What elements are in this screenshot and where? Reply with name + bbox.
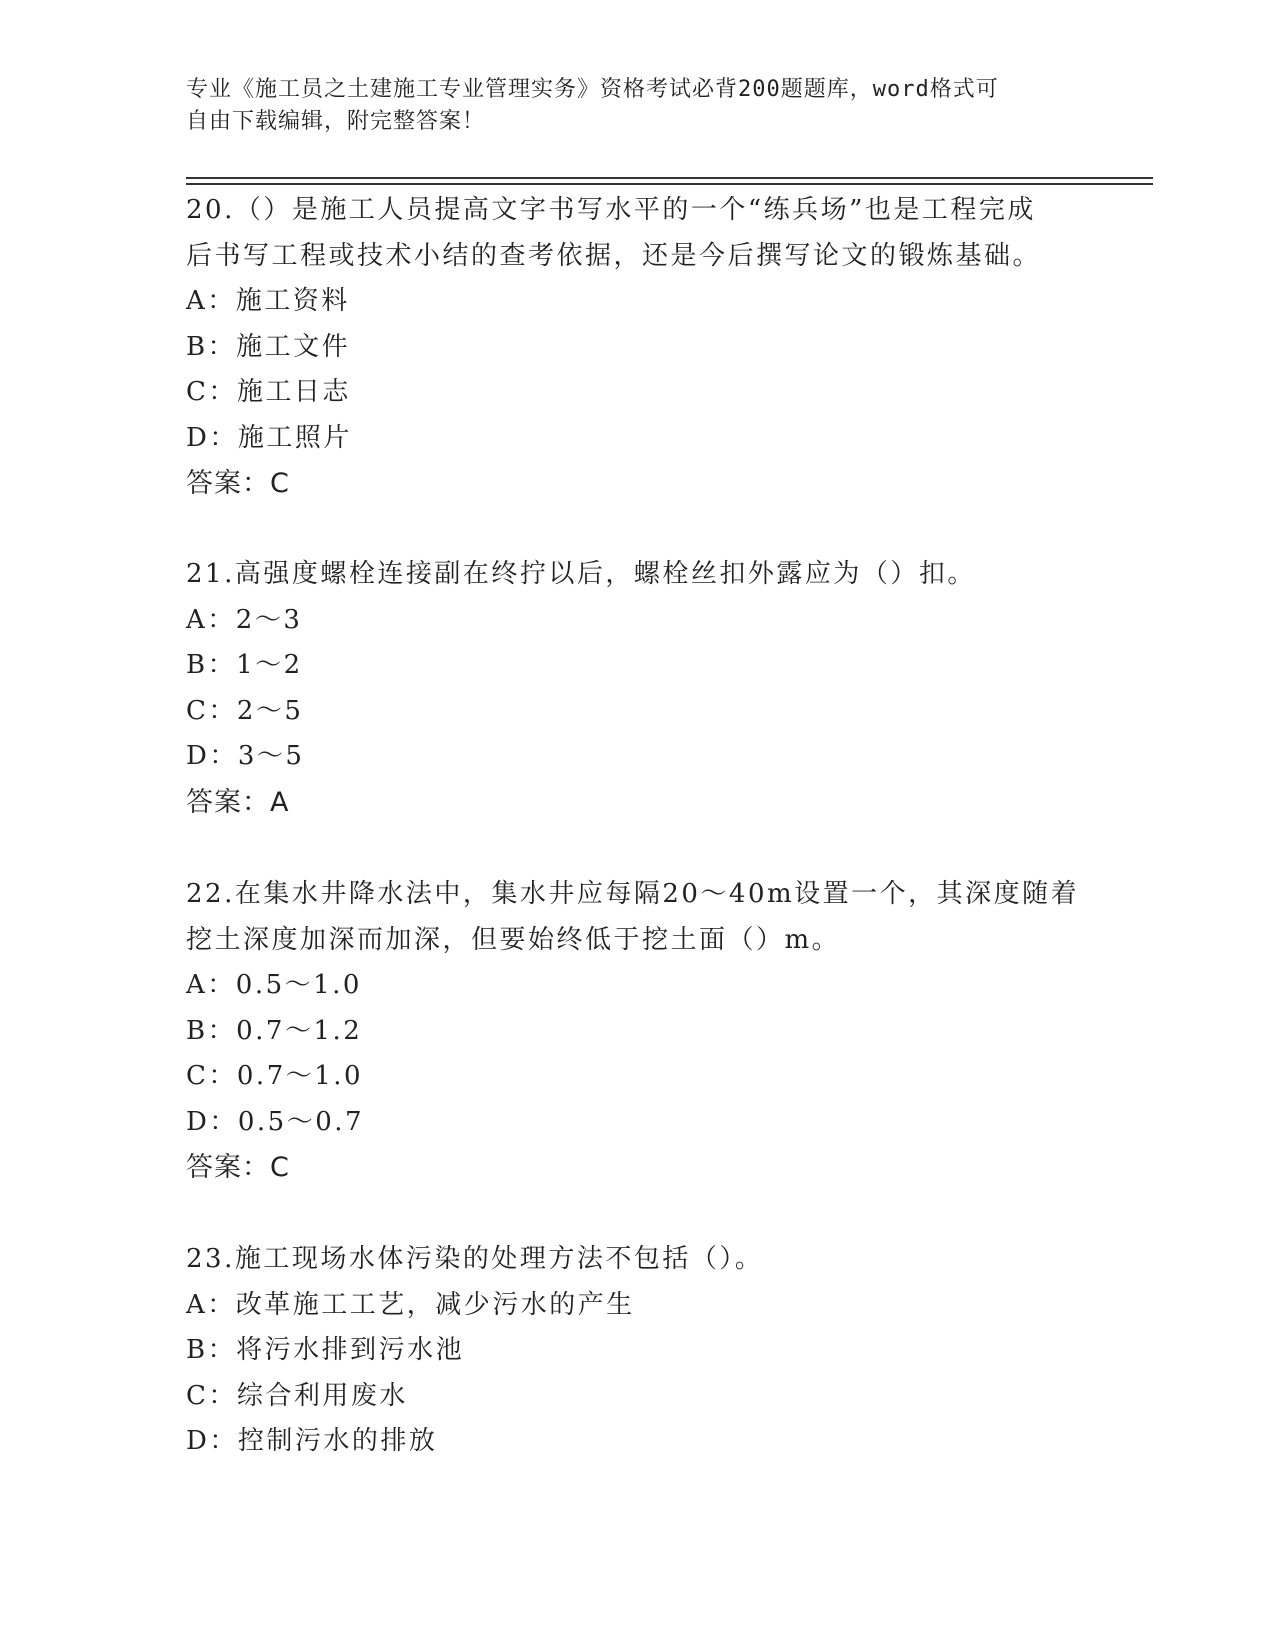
question-stem <box>186 188 1086 279</box>
option-a: A：2～3 <box>186 604 303 635</box>
question-stem <box>186 552 1086 598</box>
question-22 <box>186 872 1086 1191</box>
option-b: B：0.7～1.2 <box>186 1015 363 1046</box>
header-divider-bottom <box>186 183 1153 185</box>
question-stem-line: 20.（）是施工人员提高文字书写水平的一个“练兵场”也是工程完成 <box>186 195 1036 225</box>
option-c: C：施工日志 <box>186 377 351 407</box>
question-stem <box>186 1237 1086 1283</box>
document-header <box>186 74 1066 138</box>
answer: 答案：C <box>186 1152 290 1183</box>
option-a: A：0.5～1.0 <box>186 970 362 1000</box>
option-c: C：2～5 <box>186 695 304 726</box>
question-21 <box>186 552 1086 825</box>
question-stem-line: 后书写工程或技术小结的查考依据，还是今后撰写论文的锻炼基础。 <box>186 240 1042 271</box>
option-c: C：0.7～1.0 <box>186 1061 364 1091</box>
question-stem-line: 21.高强度螺栓连接副在终拧以后，螺栓丝扣外露应为（）扣。 <box>186 559 976 589</box>
question-stem-line: 23.施工现场水体污染的处理方法不包括（）。 <box>186 1244 764 1274</box>
option-a: A：改革施工工艺，减少污水的产生 <box>186 1289 635 1320</box>
option-d: D：3～5 <box>186 741 305 771</box>
option-b: B：将污水排到污水池 <box>186 1335 465 1365</box>
option-d: D：0.5～0.7 <box>186 1106 365 1137</box>
option-c: C：综合利用废水 <box>186 1380 408 1411</box>
question-stem-line: 22.在集水井降水法中，集水井应每隔20～40m设置一个，其深度随着 <box>186 879 1080 909</box>
option-b: B：施工文件 <box>186 331 351 362</box>
option-d: D：控制污水的排放 <box>186 1426 438 1456</box>
question-20 <box>186 188 1086 507</box>
header-line-1: 专业《施工员之土建施工专业管理实务》资格考试必背200题题库，word格式可 <box>186 77 999 102</box>
option-b: B：1～2 <box>186 650 303 680</box>
header-line-2: 自由下载编辑，附完整答案！ <box>186 109 486 134</box>
header-divider-top <box>186 177 1153 179</box>
question-stem-line: 挖土深度加深而加深，但要始终低于挖土面（）m。 <box>186 924 841 955</box>
option-a: A：施工资料 <box>186 286 350 316</box>
question-stem <box>186 872 1086 963</box>
question-23 <box>186 1237 1086 1465</box>
option-d: D：施工照片 <box>186 422 352 453</box>
answer: 答案：A <box>186 786 290 818</box>
answer: 答案：C <box>186 468 290 499</box>
